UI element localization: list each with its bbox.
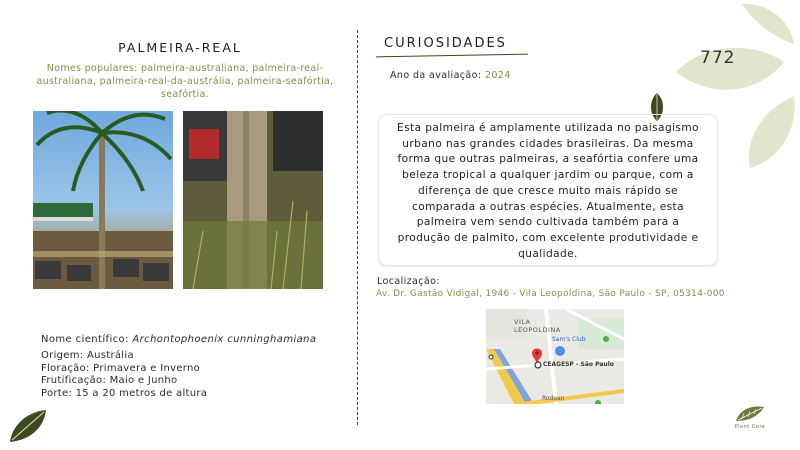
scientific-name: Archontophoenix cunninghamiana [132, 334, 317, 345]
map-area-label: VILA LEOPOLDINA [514, 318, 561, 334]
location-label: Localização: [377, 276, 440, 287]
fruiting: Frutificação: Maio e Junho [41, 375, 178, 386]
badge-number: 772 [700, 48, 736, 68]
plant-info [41, 350, 207, 400]
scientific-label: Nome científico: [41, 334, 129, 345]
size: Porte: 15 a 20 metros de altura [41, 387, 208, 399]
logo-text: Plant Core [734, 424, 766, 430]
plant-core-logo-icon [734, 403, 766, 423]
evaluation-year [390, 70, 511, 81]
palm-tree-photo [33, 111, 173, 289]
map-place-2: CEAGESP - São Paulo [543, 361, 614, 368]
year-label: Ano da avaliação: [390, 70, 482, 81]
curiosities-title: CURIOSIDADES [384, 36, 507, 51]
description-box: Esta palmeira é amplamente utilizada no paisagismo urbano nas grandes cidades brasileiras. Da mesma forma que outras palmeiras, a seafórtia confere uma beleza tropical a qualquer jardim ou parque, com a diferença de que cresce muito mais rápido se comparada a outras espécies. Atualmente, esta palmeira vem sendo cultivada também para a produção de palmito, com excelente produtividade e qualidade. [378, 114, 718, 266]
map-road-label: Rodoan [542, 395, 565, 402]
scientific-name-line [41, 334, 316, 345]
leaf-shape-bottom [749, 96, 795, 168]
plant-title: PALMEIRA-REAL [118, 40, 242, 55]
leaf-shape-top [742, 4, 794, 44]
popular-names: Nomes populares: palmeira-australiana, palmeira-real-australiana, palmeira-real-da-austrália, palmeira-seafórtia, seafórtia. [36, 63, 334, 100]
map-place-1: Sam's Club [552, 336, 586, 343]
location-map[interactable] [486, 309, 624, 404]
palm-trunk-photo [183, 111, 323, 289]
leaf-corner-icon [8, 408, 48, 444]
title-underline [376, 54, 528, 58]
year-value: 2024 [484, 70, 511, 81]
origin: Origem: Austrália [41, 350, 134, 361]
flowering: Floração: Primavera e Inverno [41, 362, 201, 374]
location-address: Av. Dr. Gastão Vidigal, 1946 - Vila Leopoldina, São Paulo - SP, 05314-000 [376, 289, 725, 299]
column-divider [357, 30, 358, 425]
